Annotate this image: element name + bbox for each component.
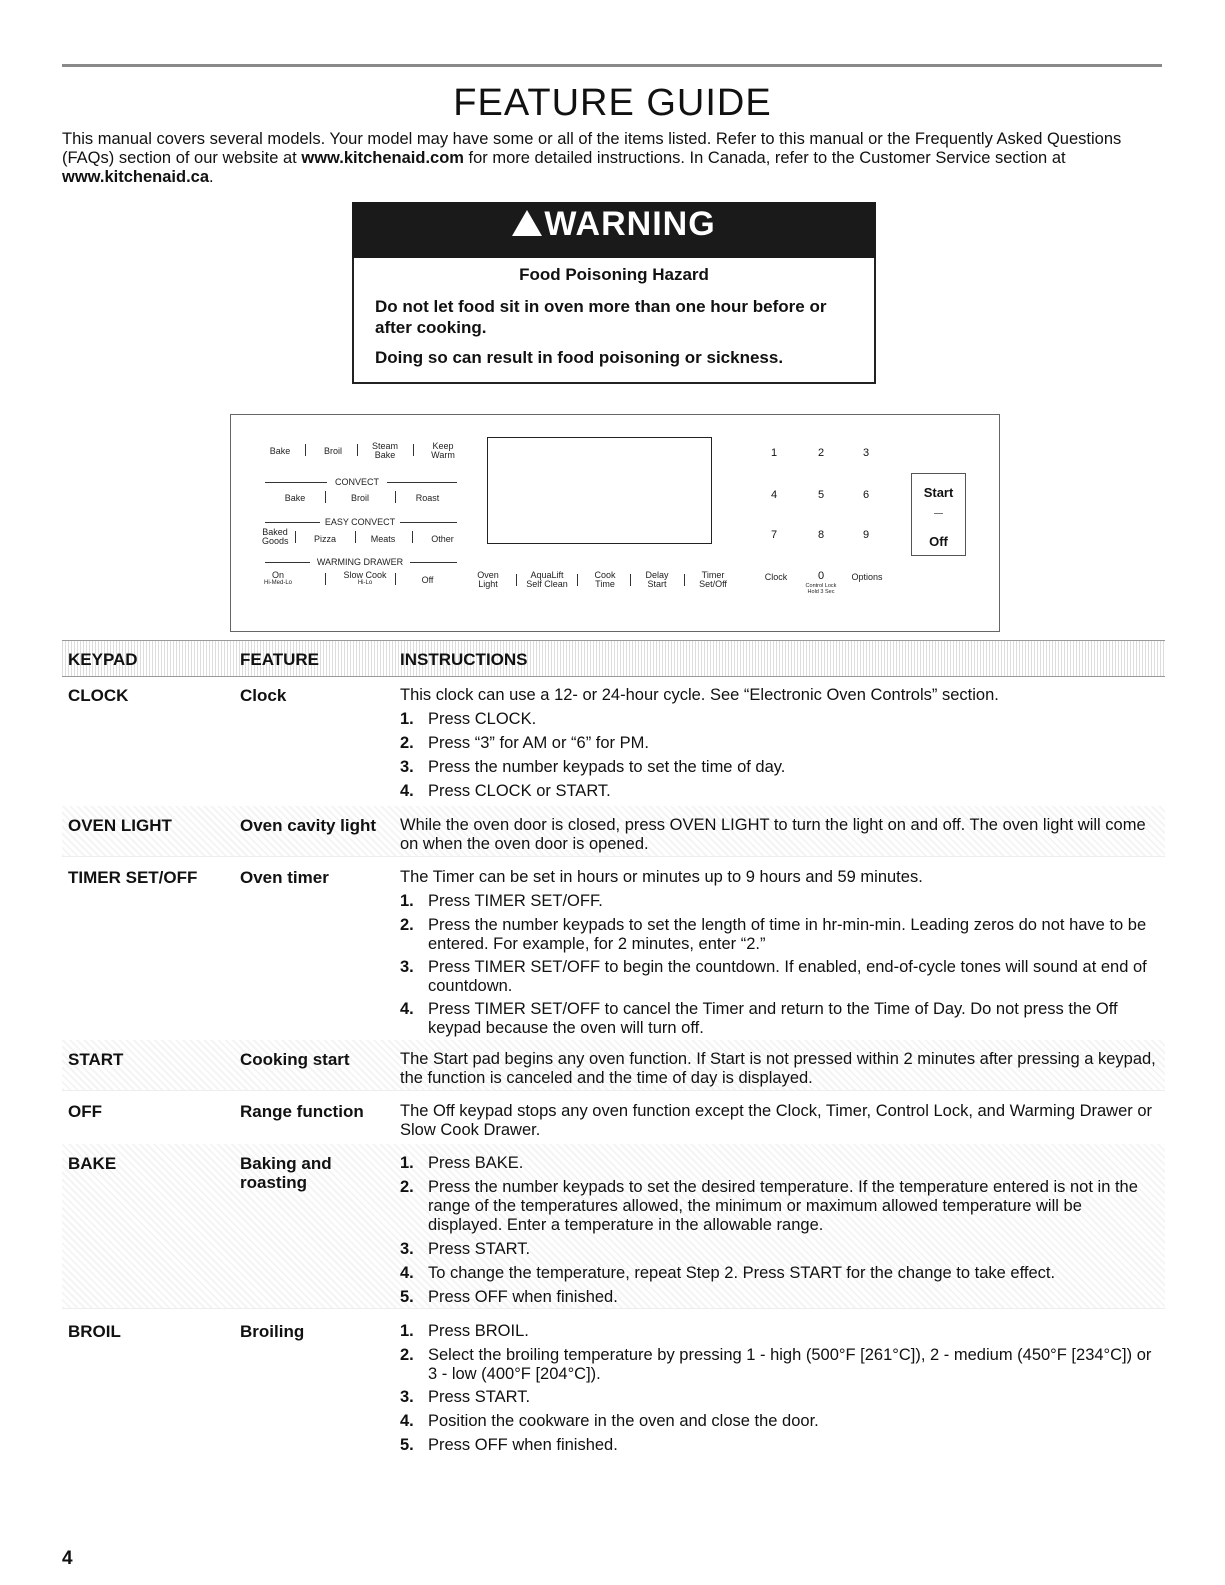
panel-broil-key: Broil (323, 446, 342, 456)
row-clock-keypad: CLOCK (68, 686, 129, 705)
row-timer-feature: Oven timer (240, 868, 329, 887)
row-bake-keypad: BAKE (68, 1154, 117, 1173)
panel-cook-time-key: Cook Time (594, 570, 616, 589)
panel-key-7: 7 (770, 529, 778, 541)
panel-divider (325, 491, 326, 503)
row-start-feature: Cooking start (240, 1050, 350, 1069)
panel-key-0: 0 (817, 570, 825, 582)
panel-convect-bake-key: Bake (284, 493, 306, 503)
panel-divider (295, 531, 296, 543)
panel-clock-key: Clock (764, 572, 788, 582)
panel-key-1: 1 (770, 447, 778, 459)
panel-control-lock-label: Control Lock (805, 583, 837, 589)
panel-divider (684, 574, 685, 586)
warning-triangle-icon (512, 210, 542, 236)
panel-other-key: Other (431, 534, 454, 544)
row-off-text: The Off keypad stops any oven function except the Clock, Timer, Control Lock, and Warming Drawer or Slow Cook Drawer. (400, 1102, 1153, 1139)
panel-key-6: 6 (862, 489, 870, 501)
kitchenaid-ca-link[interactable]: www.kitchenaid.ca (62, 168, 210, 186)
panel-divider (516, 574, 517, 586)
row-broil-feature: Broiling (240, 1322, 305, 1341)
warning-title: WARNING (352, 205, 876, 244)
panel-key-4: 4 (770, 489, 778, 501)
panel-convect-broil-key: Broil (350, 493, 369, 503)
panel-start-key: Start (923, 485, 954, 500)
row-clock-feature: Clock (240, 686, 287, 705)
panel-timer-key: Timer Set/Off (699, 570, 727, 589)
panel-key-5: 5 (817, 489, 825, 501)
row-bake-feature: Baking and roasting (240, 1154, 332, 1192)
top-rule (62, 64, 1162, 67)
panel-key-9: 9 (862, 529, 870, 541)
panel-convect-roast-key: Roast (415, 493, 440, 503)
intro-paragraph: This manual covers several models. Your model may have some or all of the items listed. Refer to this manual or the Frequently Asked Questions (FAQs) section of our website at www.kitchenaid.com for more detailed instructions. In Canada, refer to the Customer Service section at www.kitchenaid.ca. (62, 130, 1122, 186)
page-title: FEATURE GUIDE (453, 82, 772, 124)
col-keypad-header: KEYPAD (68, 650, 138, 669)
panel-key-3: 3 (862, 447, 870, 459)
panel-meats-key: Meats (370, 534, 396, 544)
row-oven-light-text: While the oven door is closed, press OVEN LIGHT to turn the light on and off. The oven light will come on when the oven door is opened. (400, 816, 1146, 853)
kitchenaid-com-link[interactable]: www.kitchenaid.com (301, 149, 464, 167)
panel-warming-drawer-label: WARMING DRAWER (316, 557, 404, 567)
panel-steam-bake-key: Steam Bake (371, 441, 398, 460)
panel-display (487, 437, 712, 544)
warning-subtitle: Food Poisoning Hazard (519, 265, 709, 284)
panel-easy-convect-label: EASY CONVECT (324, 517, 396, 527)
panel-hold-label: Hold 3 Sec (807, 589, 835, 595)
panel-divider (395, 491, 396, 503)
panel-oven-light-key: Oven Light (477, 570, 499, 589)
panel-divider (305, 444, 306, 456)
panel-slow-cook-sub: Hi-Lo (357, 580, 373, 586)
panel-divider (325, 573, 326, 585)
panel-divider (395, 573, 396, 585)
panel-rule (265, 482, 327, 483)
panel-rule (410, 562, 457, 563)
row-off-keypad: OFF (68, 1102, 102, 1121)
panel-divider (630, 574, 631, 586)
panel-divider (577, 574, 578, 586)
panel-start-off-divider (934, 513, 943, 514)
panel-bake-key: Bake (269, 446, 291, 456)
row-timer-text: The Timer can be set in hours or minutes up to 9 hours and 59 minutes. (400, 868, 923, 886)
panel-divider (413, 444, 414, 456)
panel-divider (412, 531, 413, 543)
row-oven-light-keypad: OVEN LIGHT (68, 816, 172, 835)
panel-slow-cook-key: Slow Cook (343, 570, 387, 580)
panel-divider (357, 444, 358, 456)
panel-baked-goods-key: Baked Goods (262, 527, 289, 546)
panel-delay-start-key: Delay Start (645, 570, 669, 589)
row-clock-text: This clock can use a 12- or 24-hour cycle. See “Electronic Oven Controls” section. (400, 686, 999, 704)
panel-rule (400, 522, 457, 523)
table-header (62, 640, 1165, 677)
panel-aqualift-key: AquaLift Self Clean (526, 570, 568, 589)
panel-rule (265, 522, 320, 523)
row-oven-light-feature: Oven cavity light (240, 816, 377, 835)
page-number: 4 (62, 1548, 73, 1569)
row-broil-keypad: BROIL (68, 1322, 121, 1341)
panel-convect-label: CONVECT (334, 477, 379, 487)
panel-rule (387, 482, 457, 483)
panel-drawer-off-key: Off (421, 575, 434, 585)
panel-rule (265, 562, 310, 563)
row-timer-keypad: TIMER SET/OFF (68, 868, 198, 887)
warning-line-2: Doing so can result in food poisoning or sickness. (375, 348, 784, 367)
panel-divider (355, 531, 356, 543)
row-off-feature: Range function (240, 1102, 364, 1121)
col-feature-header: FEATURE (240, 650, 320, 669)
panel-keep-warm-key: Keep Warm (431, 441, 455, 460)
row-start-keypad: START (68, 1050, 124, 1069)
row-start-text: The Start pad begins any oven function. If Start is not pressed within 2 minutes after pressing a keypad, the function is canceled and the time of day is displayed. (400, 1050, 1156, 1087)
panel-options-key: Options (851, 572, 883, 582)
panel-on-key: On (271, 570, 284, 580)
panel-off-key: Off (929, 534, 948, 549)
warning-line-1: Do not let food sit in oven more than one hour before or after cooking. (375, 297, 827, 337)
panel-on-sub: Hi-Med-Lo (263, 580, 292, 586)
panel-pizza-key: Pizza (313, 534, 336, 544)
panel-key-8: 8 (817, 529, 825, 541)
panel-key-2: 2 (817, 447, 825, 459)
col-instructions-header: INSTRUCTIONS (400, 650, 528, 669)
